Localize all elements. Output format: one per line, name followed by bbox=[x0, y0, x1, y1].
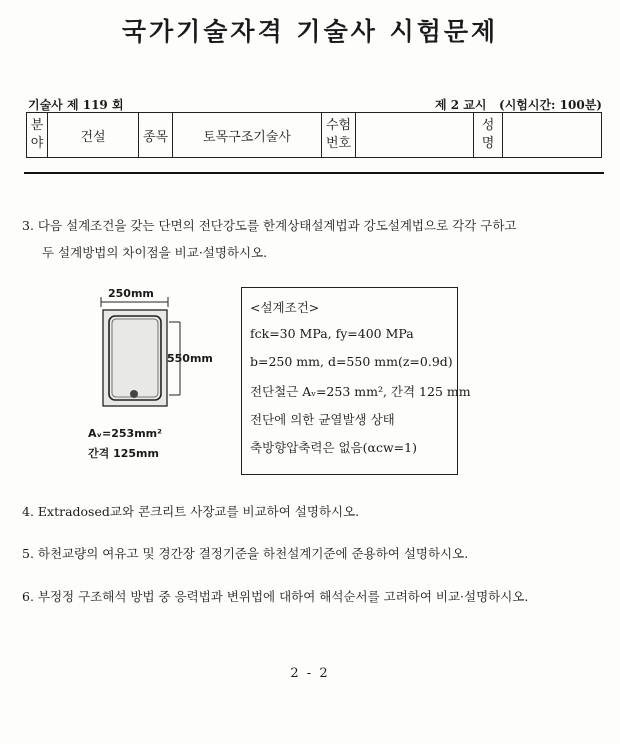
exam-no-label-1: 수험 bbox=[325, 118, 352, 133]
field-value-cell: 건설 bbox=[48, 113, 139, 158]
session-label: 제 2 교시 bbox=[434, 98, 487, 112]
question-3-line-2: 두 설계방법의 차이점을 비교·설명하시오. bbox=[42, 245, 268, 260]
time-label: (시험시간: 100분) bbox=[499, 98, 602, 112]
page-title: 국가기술자격 기술사 시험문제 bbox=[121, 17, 499, 46]
name-value-cell bbox=[503, 113, 602, 158]
condition-crack-state: 전단에 의한 균열발생 상태 bbox=[250, 412, 395, 427]
condition-axial-force: 축방향압축력은 없음(αcw=1) bbox=[250, 440, 417, 455]
field-label-cell bbox=[27, 113, 48, 158]
beam-section-figure bbox=[88, 282, 238, 462]
exam-round: 기술사 제 119 회 bbox=[28, 98, 124, 112]
exam-no-label-cell bbox=[322, 113, 356, 158]
height-dimension-label: 550mm bbox=[167, 352, 213, 365]
width-dimension-label: 250mm bbox=[108, 287, 154, 300]
question-6: 6. 부정정 구조해석 방법 중 응력법과 변위법에 대하여 해석순서를 고려하여 비교·설명하시오. bbox=[22, 589, 529, 604]
condition-strength: fck=30 MPa, fy=400 MPa bbox=[250, 326, 414, 341]
exam-header-table bbox=[26, 112, 602, 158]
header-divider bbox=[24, 172, 604, 174]
condition-shear-reinforcement: 전단철근 Aᵥ=253 mm², 간격 125 mm bbox=[250, 384, 471, 399]
name-label-cell bbox=[474, 113, 503, 158]
question-4: 4. Extradosed교와 콘크리트 사장교를 비교하여 설명하시오. bbox=[22, 504, 360, 519]
design-conditions-box bbox=[241, 287, 471, 475]
name-label-2: 명 bbox=[481, 136, 495, 151]
conditions-heading: <설계조건> bbox=[250, 300, 320, 315]
exam-no-label-2: 번호 bbox=[325, 136, 352, 151]
question-5: 5. 하천교량의 여유고 및 경간장 결정기준을 하천설계기준에 준용하여 설명하시오. bbox=[22, 546, 469, 561]
stirrup-area-label: Aᵥ=253mm² bbox=[88, 427, 162, 440]
field-label-2: 야 bbox=[30, 136, 44, 151]
question-3-line-1: 3. 다음 설계조건을 갖는 단면의 전단강도를 한계상태설계법과 강도설계법으로 각각 구하고 bbox=[22, 218, 517, 233]
item-value-cell: 토목구조기술사 bbox=[173, 113, 322, 158]
exam-no-value-cell bbox=[356, 113, 474, 158]
condition-dimensions: b=250 mm, d=550 mm(z=0.9d) bbox=[250, 354, 453, 369]
field-label-1: 분 bbox=[30, 118, 44, 133]
name-label-1: 성 bbox=[481, 118, 495, 133]
page-number: 2 - 2 bbox=[290, 666, 330, 681]
stirrup-spacing-label: 간격 125mm bbox=[88, 447, 159, 460]
item-label-cell: 종목 bbox=[139, 113, 173, 158]
question-3 bbox=[22, 212, 607, 266]
session-time bbox=[435, 96, 602, 113]
